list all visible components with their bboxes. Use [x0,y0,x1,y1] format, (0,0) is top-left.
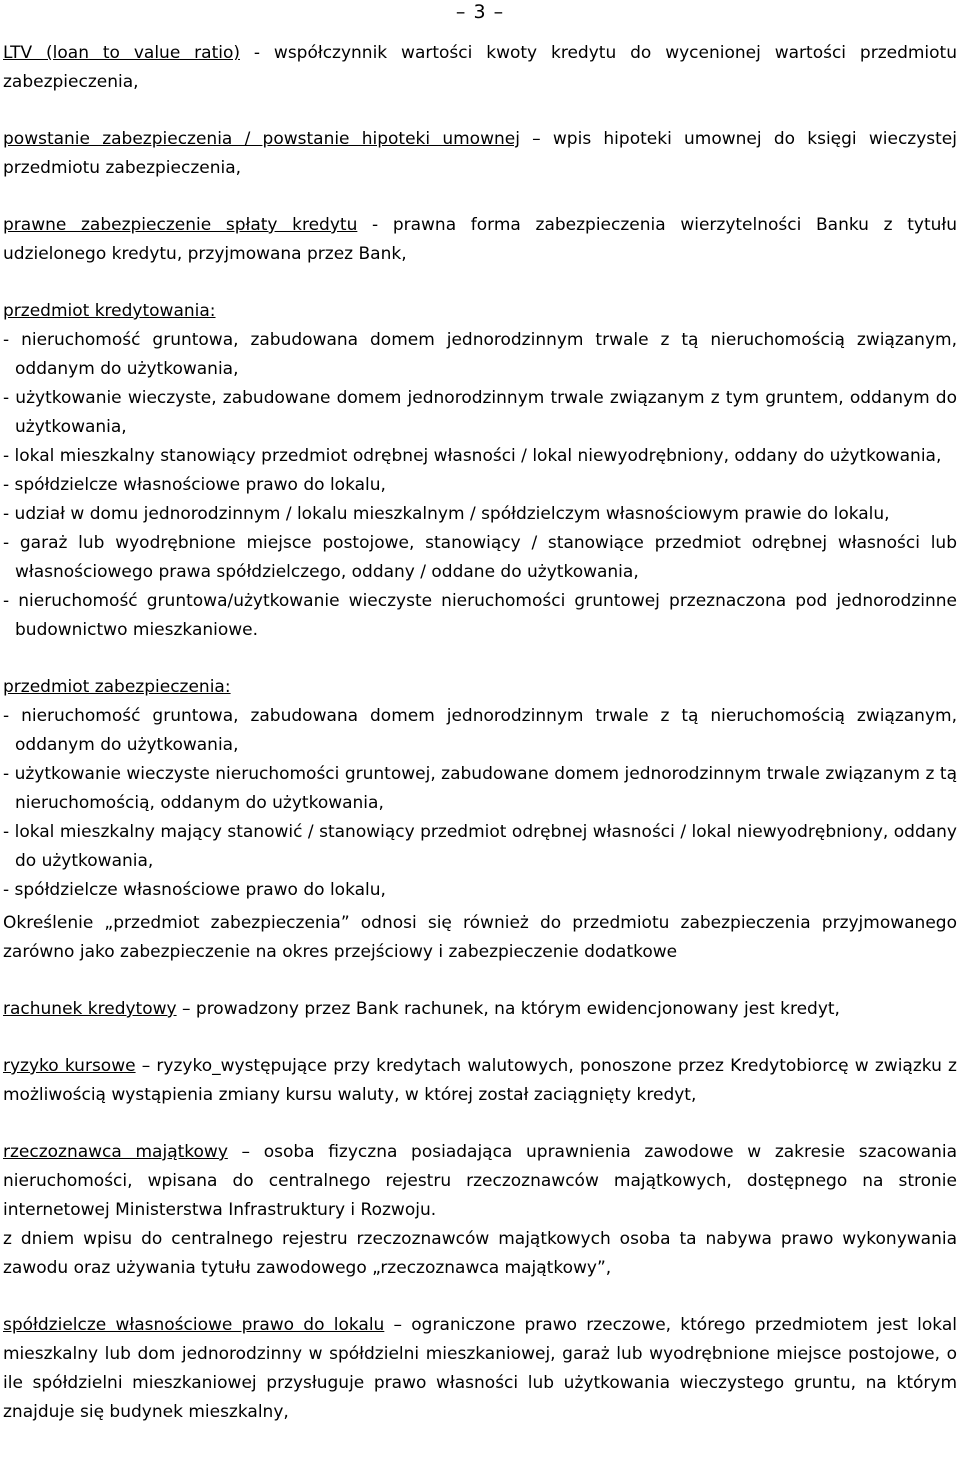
term-spoldzielcze: spółdzielcze własnościowe prawo do lokalu [3,1315,385,1335]
heading-przedmiot-kredytowania: przedmiot kredytowania: [3,301,216,321]
list-item: - użytkowanie wieczyste nieruchomości gruntowej, zabudowane domem jednorodzinnym trwale związanym z tą nieruchomością, oddanym do użytkowania, [3,764,957,813]
term-prawne-zabezpieczenie: prawne zabezpieczenie spłaty kredytu [3,215,358,235]
list-item: - lokal mieszkalny mający stanowić / stanowiący przedmiot odrębnej własności / lokal niewyodrębniony, oddany do użytkowania, [3,822,957,871]
term-rzeczoznawca: rzeczoznawca majątkowy [3,1142,228,1162]
list-item: - nieruchomość gruntowa, zabudowana domem jednorodzinnym trwale z tą nieruchomością związanym, oddanym do użytkowania, [3,330,957,379]
list-item: - spółdzielcze własnościowe prawo do lokalu, [3,880,386,900]
term-ltv: LTV (loan to value ratio) [3,43,240,63]
rzeczoznawca-extra: z dniem wpisu do centralnego rejestru rzeczoznawców majątkowych osoba ta nabywa prawo wykonywania zawodu oraz używania tytułu zawodowego „rzeczoznawca majątkowy”, [3,1229,957,1278]
note-przedmiot-zabezpieczenia: Określenie „przedmiot zabezpieczenia” odnosi się również do przedmiotu zabezpieczenia przyjmowanego zarówno jako zabezpieczenie na okres przejściowy i zabezpieczenie dodatkowe [3,913,957,962]
definition-text-rachunek-kredytowy: – prowadzony przez Bank rachunek, na którym ewidencjonowany jest kredyt, [176,999,840,1019]
definition-text-prawne-zabezpieczenie: - prawna forma zabezpieczenia wierzytelności Banku z tytułu udzielonego kredytu, przyjmowana przez Bank, [3,215,957,264]
list-item: - spółdzielcze własnościowe prawo do lokalu, [3,475,386,495]
list-item: - lokal mieszkalny stanowiący przedmiot odrębnej własności / lokal niewyodrębniony, oddany do użytkowania, [3,446,942,466]
definition-rzeczoznawca [3,1138,957,1225]
definition-rachunek-kredytowy [3,995,957,1024]
term-rachunek-kredytowy: rachunek kredytowy [3,999,177,1019]
definition-ryzyko-kursowe [3,1052,957,1110]
definition-ltv [3,39,957,97]
list-item: - nieruchomość gruntowa, zabudowana domem jednorodzinnym trwale z tą nieruchomością związanym, oddanym do użytkowania, [3,706,957,755]
list-item: - udział w domu jednorodzinnym / lokalu mieszkalnym / spółdzielczym własnościowym prawie do lokalu, [3,504,890,524]
list-item: - użytkowanie wieczyste, zabudowane domem jednorodzinnym trwale związanym z tym gruntem, oddanym do użytkowania, [3,388,957,437]
term-hipoteka: powstanie zabezpieczenia / powstanie hipoteki umownej [3,129,520,149]
definition-text-ltv: - współczynnik wartości kwoty kredytu do wycenionej wartości przedmiotu zabezpieczenia, [3,43,957,92]
definition-prawne-zabezpieczenie [3,211,957,269]
definition-text-rzeczoznawca: – osoba fizyczna posiadająca uprawnienia zawodowe w zakresie szacowania nieruchomości, wpisana do centralnego rejestru rzeczoznawców majątkowych, dostępnego na stronie internetowej Ministerstwa Infrastruktury i Rozwoju. [3,1142,957,1220]
list-item: - garaż lub wyodrębnione miejsce postojowe, stanowiący / stanowiące przedmiot odrębnej własności lub własnościowego prawa spółdzielczego, oddany / oddane do użytkowania, [3,533,957,582]
definition-text-spoldzielcze: – ograniczone prawo rzeczowe, którego przedmiotem jest lokal mieszkalny lub dom jednorodzinny w spółdzielni mieszkaniowej, garaż lub wyodrębnione miejsce postojowe, o ile spółdzielni mieszkaniowej przysługuje prawo własności lub użytkowania wieczystego gruntu, na którym znajduje się budynek mieszkalny, [3,1315,957,1422]
list-item: - nieruchomość gruntowa/użytkowanie wieczyste nieruchomości gruntowej przeznaczona pod jednorodzinne budownictwo mieszkaniowe. [3,591,957,640]
definition-text-ryzyko-kursowe: – ryzyko_występujące przy kredytach walutowych, ponoszone przez Kredytobiorcę w związku z możliwością wystąpienia zmiany kursu waluty, w której został zaciągnięty kredyt, [3,1056,957,1105]
definition-hipoteka [3,125,957,183]
section-przedmiot-kredytowania [3,297,957,645]
term-ryzyko-kursowe: ryzyko kursowe [3,1056,136,1076]
heading-przedmiot-zabezpieczenia: przedmiot zabezpieczenia: [3,677,231,697]
definition-spoldzielcze [3,1311,957,1427]
page-number: – 3 – [455,1,505,23]
document-body [3,39,957,1427]
section-przedmiot-zabezpieczenia [3,673,957,905]
definition-text-hipoteka: – wpis hipoteki umownej do księgi wieczystej przedmiotu zabezpieczenia, [3,129,957,178]
